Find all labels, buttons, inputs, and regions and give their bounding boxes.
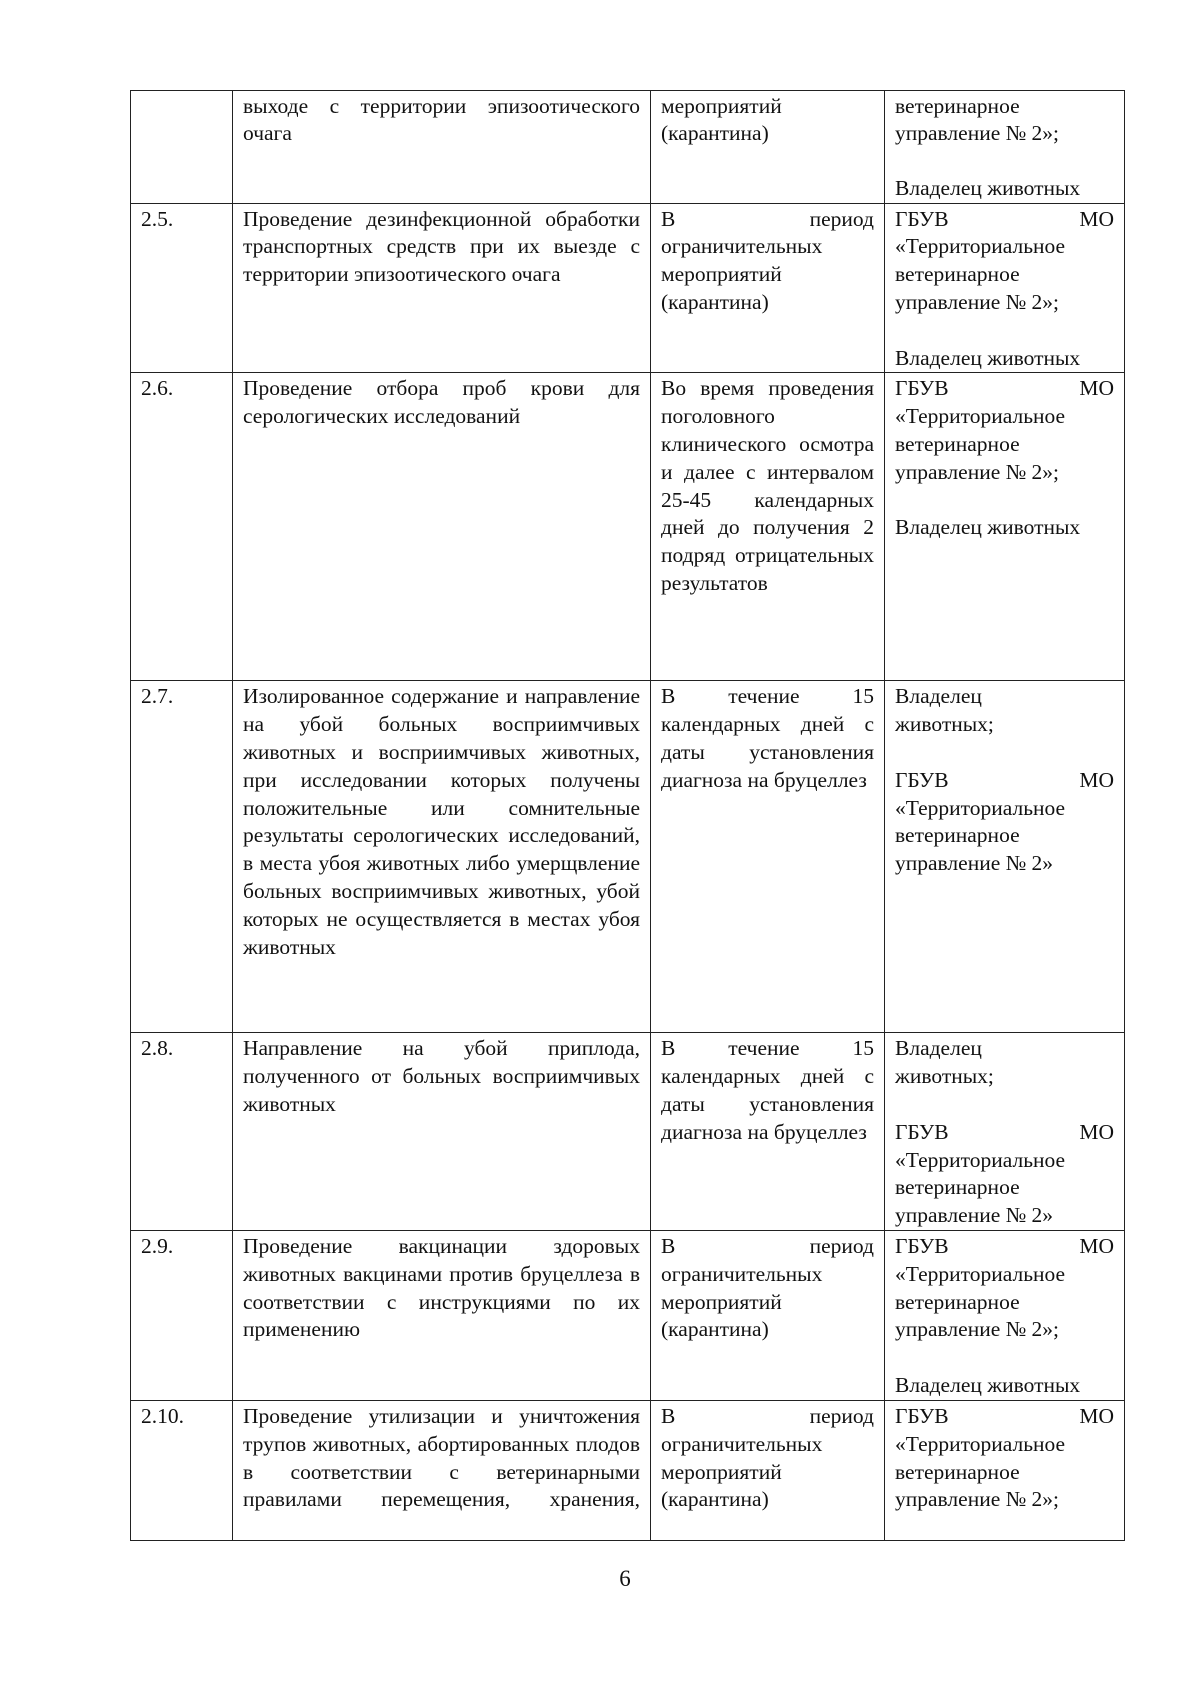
table-row (131, 1033, 1125, 1231)
term-cell: В период ограничительных мероприятий (карантина) (651, 1230, 885, 1400)
responsible-cell (885, 373, 1125, 681)
action-cell: Проведение отбора проб крови для серологических исследований (233, 373, 651, 681)
row-number: 2.10. (131, 1400, 233, 1540)
responsible-cell (885, 681, 1125, 1033)
action-cell: Проведение утилизации и уничтожения трупов животных, абортированных плодов в соответствии с ветеринарными правилами перемещения, хранения, (233, 1400, 651, 1540)
term-cell: В период ограничительных мероприятий (карантина) (651, 203, 885, 373)
term-cell: В течение 15 календарных дней с даты установления диагноза на бруцеллез (651, 1033, 885, 1231)
term-cell: Во время проведения поголовного клинического осмотра и далее с интервалом 25-45 календарных дней до получения 2 подряд отрицательных результатов (651, 373, 885, 681)
action-cell: Изолированное содержание и направление на убой больных восприимчивых животных и восприимчивых животных, при исследовании которых получены положительные или сомнительные результаты серологических исследований, в места убоя животных либо умерщвление больных восприимчивых животных, убой которых не осуществляется в местах убоя животных (233, 681, 651, 1033)
responsible-secondary: Владелец животных (895, 175, 1081, 200)
row-number: 2.7. (131, 681, 233, 1033)
spacer (895, 487, 1114, 515)
page-number: 6 (619, 1566, 631, 1591)
row-number: 2.9. (131, 1230, 233, 1400)
row-number: 2.5. (131, 203, 233, 373)
spacer (895, 317, 1114, 345)
row-number: 2.8. (131, 1033, 233, 1231)
table-row (131, 1230, 1125, 1400)
responsible-cell (885, 91, 1125, 204)
measures-table (130, 90, 1125, 1541)
responsible-secondary: Владелец животных (895, 515, 1081, 540)
responsible-primary: ГБУВ МО «Территориальное ветеринарное управление № 2»; (895, 1403, 1114, 1512)
responsible-primary: Владелец животных; (895, 1036, 994, 1089)
table-row (131, 1400, 1125, 1540)
table-row (131, 373, 1125, 681)
term-cell: мероприятий (карантина) (651, 91, 885, 204)
row-number (131, 91, 233, 204)
responsible-primary: ГБУВ МО «Территориальное ветеринарное управление № 2»; (895, 1233, 1114, 1342)
spacer (895, 1091, 1114, 1119)
responsible-cell (885, 1033, 1125, 1231)
term-cell: В течение 15 календарных дней с даты установления диагноза на бруцеллез (651, 681, 885, 1033)
spacer (895, 147, 1114, 175)
action-cell: Проведение вакцинации здоровых животных вакцинами против бруцеллеза в соответствии с инструкциями по их применению (233, 1230, 651, 1400)
spacer (895, 739, 1114, 767)
responsible-cell (885, 1400, 1125, 1540)
responsible-primary: ГБУВ МО «Территориальное ветеринарное управление № 2»; (895, 206, 1114, 314)
responsible-primary: ветеринарное управление № 2»; (895, 94, 1059, 145)
responsible-cell (885, 1230, 1125, 1400)
action-cell: выходе с территории эпизоотического очага (233, 91, 651, 204)
responsible-primary: Владелец животных; (895, 684, 994, 737)
table-row (131, 681, 1125, 1033)
responsible-secondary: ГБУВ МО «Территориальное ветеринарное управление № 2» (895, 767, 1114, 876)
responsible-secondary: Владелец животных (895, 1372, 1081, 1397)
table-row (131, 91, 1125, 204)
responsible-primary: ГБУВ МО «Территориальное ветеринарное управление № 2»; (895, 376, 1114, 484)
responsible-secondary: ГБУВ МО «Территориальное ветеринарное управление № 2» (895, 1119, 1114, 1228)
table-row (131, 203, 1125, 373)
responsible-secondary: Владелец животных (895, 345, 1081, 370)
term-cell: В период ограничительных мероприятий (карантина) (651, 1400, 885, 1540)
responsible-cell (885, 203, 1125, 373)
spacer (895, 1344, 1114, 1372)
action-cell: Проведение дезинфекционной обработки транспортных средств при их выезде с территории эпизоотического очага (233, 203, 651, 373)
row-number: 2.6. (131, 373, 233, 681)
action-cell: Направление на убой приплода, полученного от больных восприимчивых животных (233, 1033, 651, 1231)
